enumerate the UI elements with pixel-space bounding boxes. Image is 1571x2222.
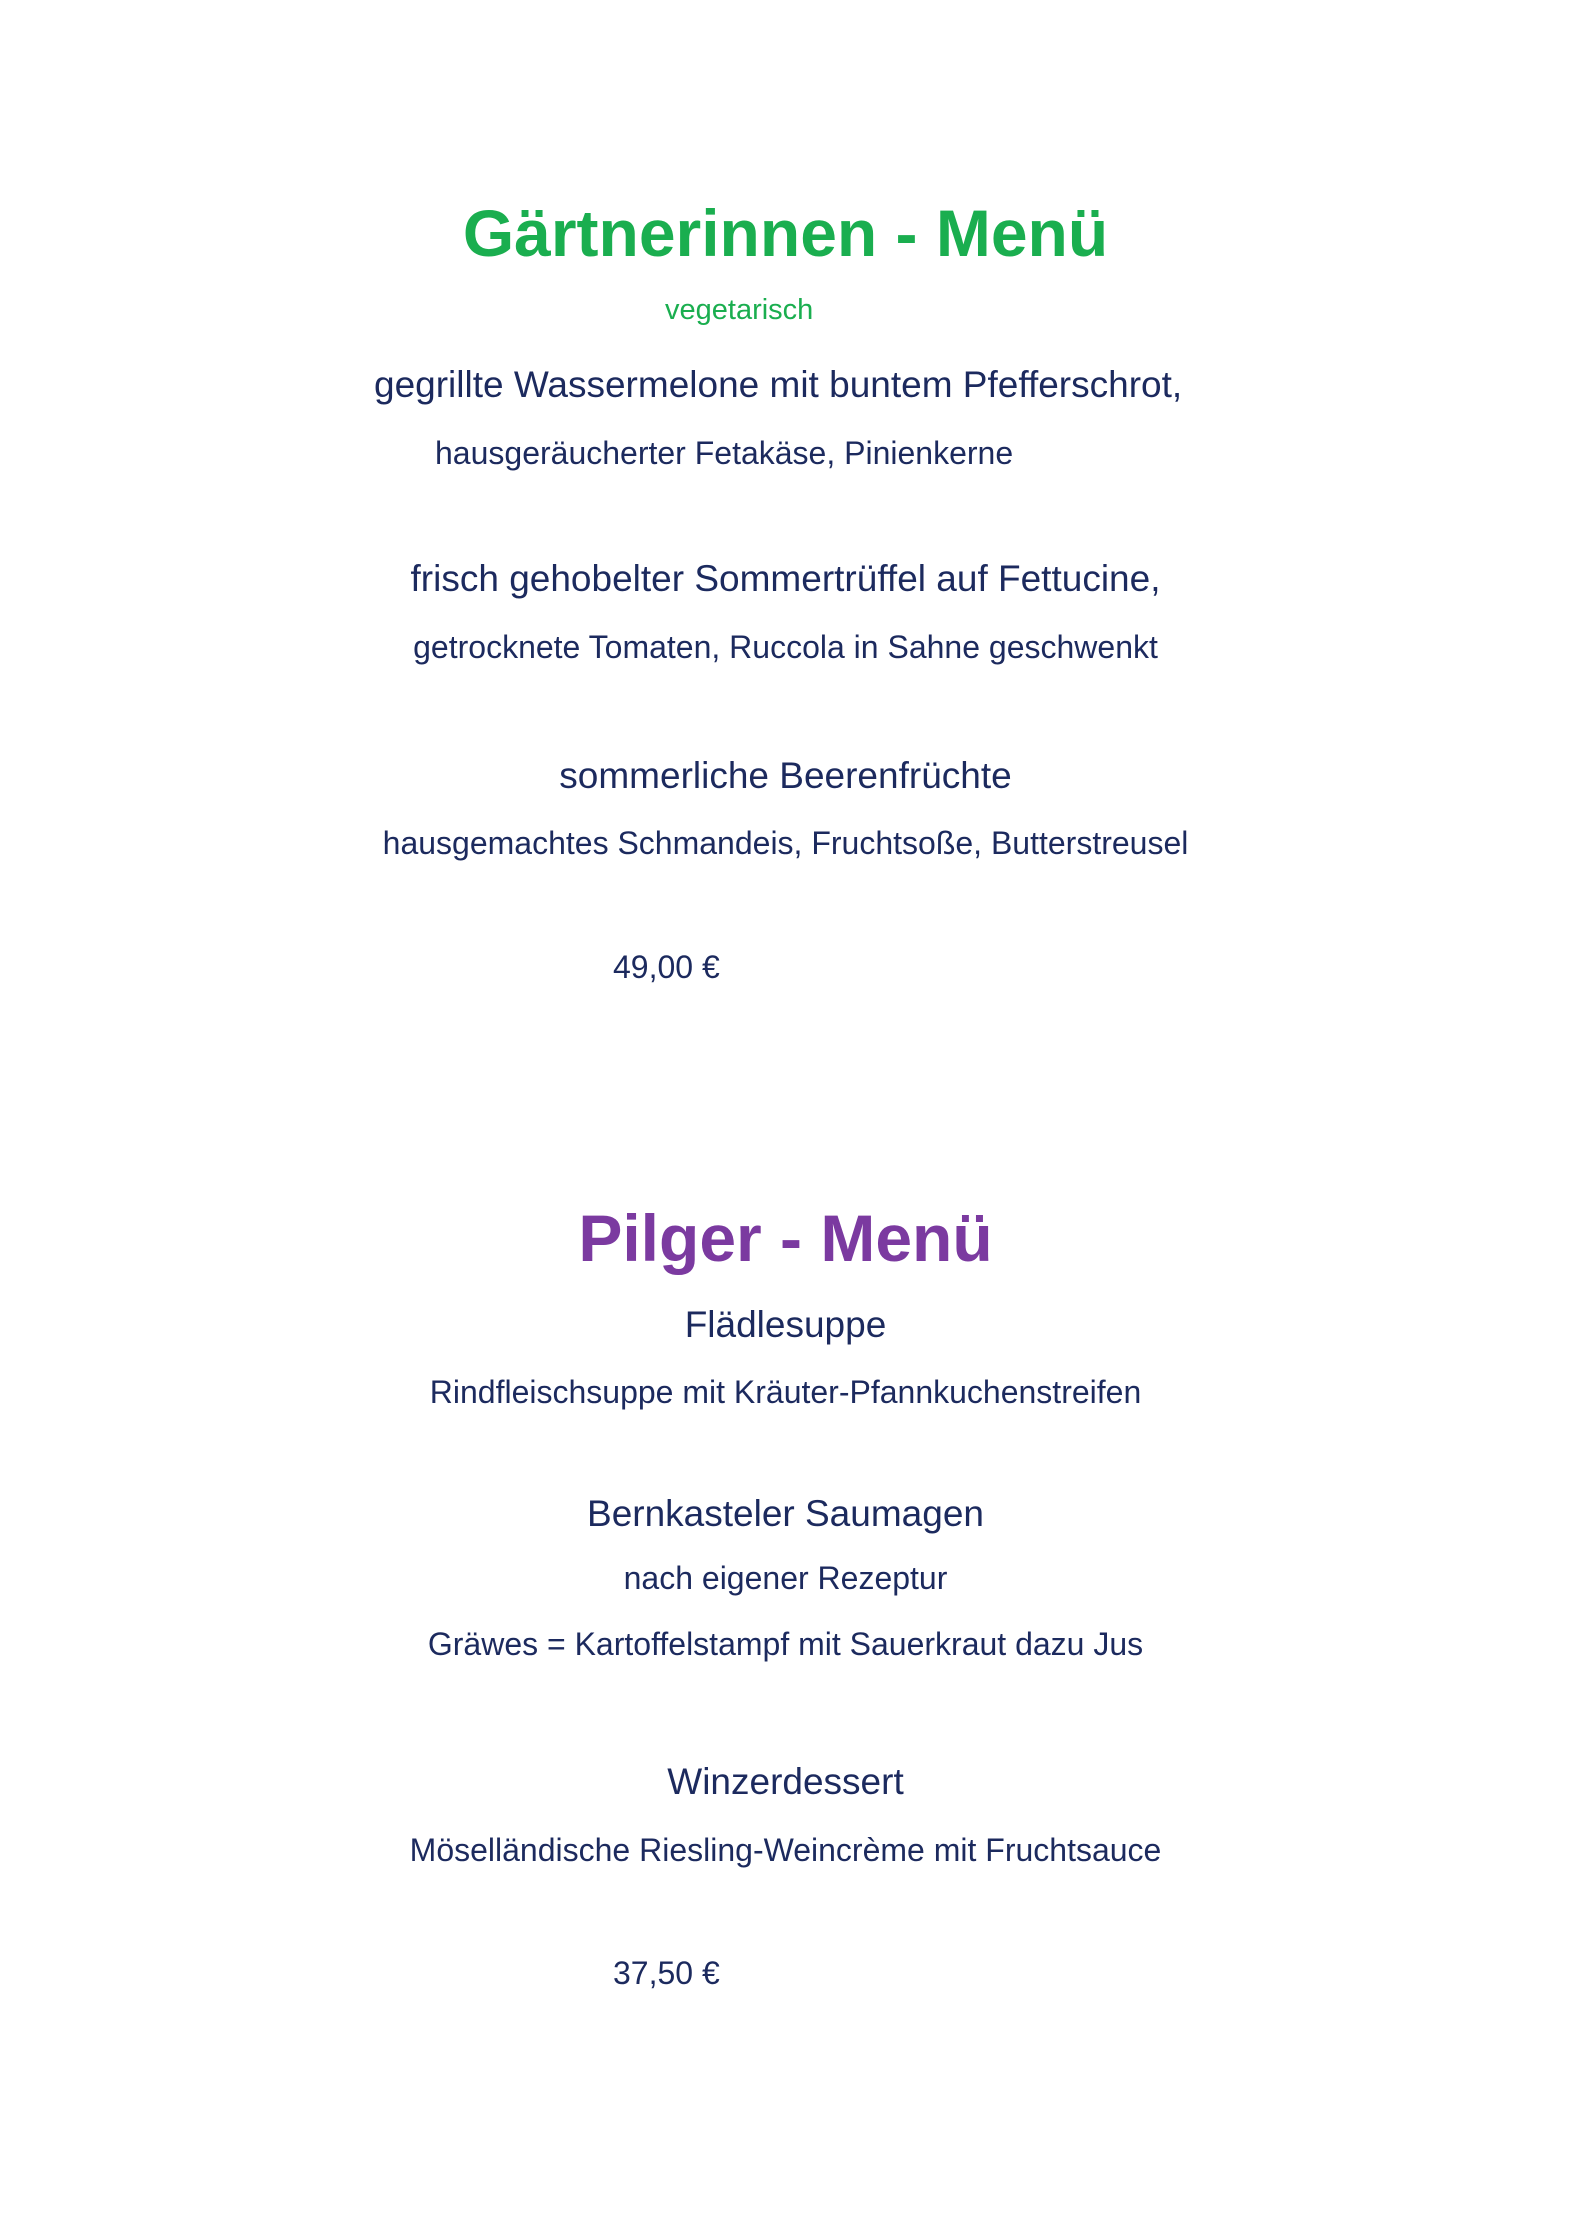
menu1-course1-name: gegrillte Wassermelone mit buntem Pfefferschrot, (374, 364, 1183, 405)
menu1-course3-name: sommerliche Beerenfrüchte (559, 755, 1012, 796)
menu1-course3-desc: hausgemachtes Schmandeis, Fruchtsoße, Butterstreusel (382, 825, 1189, 861)
menu2-course2-name: Bernkasteler Saumagen (587, 1493, 984, 1534)
menu2-course2-desc1: nach eigener Rezeptur (623, 1560, 948, 1596)
menu2-price: 37,50 € (613, 1955, 720, 1991)
menu2-course1-desc: Rindfleischsuppe mit Kräuter-Pfannkuchenstreifen (429, 1374, 1142, 1410)
menu1-price: 49,00 € (613, 949, 720, 985)
menu2-course3-name: Winzerdessert (667, 1761, 904, 1802)
menu1-course2-desc: getrocknete Tomaten, Ruccola in Sahne geschwenkt (413, 629, 1158, 665)
menu1-title: Gärtnerinnen - Menü (462, 196, 1109, 270)
menu2-course3-desc: Möselländische Riesling-Weincrème mit Fruchtsauce (409, 1832, 1162, 1868)
menu1-subtitle: vegetarisch (665, 294, 814, 326)
menu2-course1-name: Flädlesuppe (684, 1304, 887, 1345)
menu1-course2-name: frisch gehobelter Sommertrüffel auf Fettucine, (410, 558, 1161, 599)
menu2-title: Pilger - Menü (578, 1201, 993, 1275)
menu1-course1-desc: hausgeräucherter Fetakäse, Pinienkerne (435, 435, 1014, 471)
menu2-course2-desc2: Gräwes = Kartoffelstampf mit Sauerkraut dazu Jus (427, 1626, 1144, 1662)
